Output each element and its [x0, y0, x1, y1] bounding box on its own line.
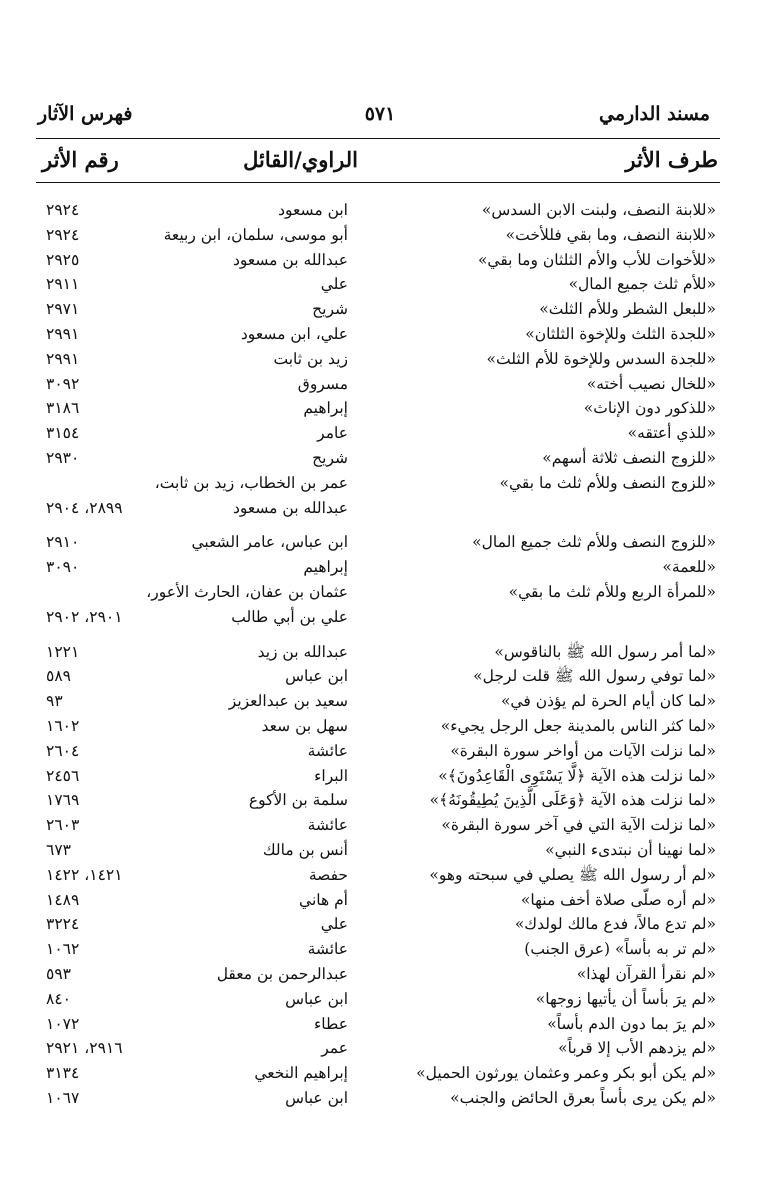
narrator-cell: إبراهيم [303, 558, 348, 577]
table-row [0, 640, 760, 665]
table-row [0, 580, 760, 605]
number-cell: ٢٨٩٩، ٢٩٠٤ [46, 498, 123, 517]
saying-cell: «لما نزلت هذه الآية ﴿وَعَلَى الَّذِينَ يُطِيقُونَهُ﴾» [429, 791, 716, 810]
narrator-cell: ابن عباس [285, 989, 348, 1008]
table-row [0, 912, 760, 937]
table-row [0, 421, 760, 446]
number-cell: ٢٦٠٤ [46, 741, 80, 760]
number-cell: ٢٤٥٦ [46, 766, 80, 785]
number-cell: ٣٠٩٠ [46, 558, 80, 577]
number-cell: ١٤٨٩ [46, 890, 80, 909]
narrator-cell: شريح [312, 300, 348, 319]
narrator-cell: ابن عباس [285, 1088, 348, 1107]
table-row [0, 198, 760, 223]
saying-cell: «لم يرَ بأساً أن يأتيها زوجها» [535, 989, 716, 1008]
table-row [0, 1061, 760, 1086]
saying-cell: «لم يكن يرى بأساً بعرق الحائض والجنب» [450, 1088, 716, 1107]
table-row [0, 530, 760, 555]
narrator-cell: عبدالله بن مسعود [232, 498, 348, 517]
column-header-rule [36, 182, 720, 183]
table-row [0, 396, 760, 421]
table-row [0, 605, 760, 630]
narrator-cell: مسروق [297, 374, 348, 393]
number-cell: ٢٦٠٣ [46, 816, 80, 835]
number-cell: ٨٤٠ [46, 989, 71, 1008]
narrator-cell: سهل بن سعد [261, 716, 348, 735]
number-cell: ٦٧٣ [46, 840, 71, 859]
table-row [0, 322, 760, 347]
narrator-cell: إبراهيم [303, 399, 348, 418]
narrator-cell: عمر بن الخطاب، زيد بن ثابت، [154, 473, 348, 492]
number-cell: ٢٩٢٤ [46, 201, 80, 219]
narrator-cell: ابن مسعود [278, 201, 348, 219]
book-title: مسند الدارمي [599, 103, 710, 125]
narrator-cell: حفصة [308, 865, 348, 884]
table-row [0, 555, 760, 580]
saying-cell: «لما كثر الناس بالمدينة جعل الرجل يجيء» [440, 716, 716, 735]
table-row [0, 272, 760, 297]
section-title: فهرس الآثار [38, 103, 133, 125]
narrator-cell: عبدالله بن زيد [257, 642, 348, 661]
saying-cell: «لم تر به بأساً» (عرق الجنب) [524, 940, 716, 959]
number-cell: ١٤٢١، ١٤٢٢ [46, 865, 123, 884]
saying-cell: «لم أره صلّى صلاة أخف منها» [520, 890, 716, 909]
number-cell: ٢٩٧١ [46, 300, 80, 319]
number-cell: ١٠٦٢ [46, 940, 80, 959]
table-row [0, 1036, 760, 1061]
table-row [0, 223, 760, 248]
table-row [0, 962, 760, 987]
narrator-cell: ابن عباس، عامر الشعبي [191, 533, 348, 552]
number-cell: ٢٩١٦، ٢٩٢١ [46, 1039, 123, 1058]
saying-cell: «للعمة» [662, 558, 716, 577]
table-row [0, 297, 760, 322]
saying-cell: «لما كان أيام الحرة لم يؤذن في» [500, 692, 716, 711]
saying-cell: «لم تدع مالاً، فدع مالك لولدك» [514, 915, 716, 934]
table-row [0, 347, 760, 372]
table-row [0, 689, 760, 714]
number-cell: ٢٩١٠ [46, 533, 80, 552]
saying-cell: «للأخوات للأب والأم الثلثان وما بقي» [477, 250, 716, 269]
narrator-cell: عطاء [314, 1014, 348, 1033]
narrator-cell: إبراهيم النخعي [254, 1064, 348, 1083]
narrator-cell: أنس بن مالك [262, 840, 348, 859]
narrator-cell: علي، ابن مسعود [240, 324, 348, 343]
saying-cell: «للمرأة الربع وللأم ثلث ما بقي» [508, 582, 716, 601]
narrator-cell: عبدالرحمن بن معقل [216, 964, 348, 983]
number-cell: ٥٨٩ [46, 667, 71, 686]
table-row [0, 987, 760, 1012]
table-row [0, 372, 760, 397]
page-number: ٥٧١ [364, 103, 396, 125]
number-cell: ١٠٦٧ [46, 1088, 80, 1107]
narrator-cell: سلمة بن الأكوع [248, 791, 348, 810]
narrator-cell: شريح [312, 448, 348, 467]
saying-cell: «للزوج النصف وللأم ثلث جميع المال» [472, 533, 716, 552]
entries-table [0, 198, 760, 1111]
table-row [0, 739, 760, 764]
table-row [0, 813, 760, 838]
narrator-cell: عائشة [307, 816, 348, 835]
narrator-cell: البراء [314, 766, 348, 785]
saying-cell: «للابنة النصف، وما بقي فللأخت» [505, 225, 716, 244]
saying-cell: «للجدة السدس وللإخوة للأم الثلث» [486, 349, 716, 368]
saying-cell: «للجدة الثلث وللإخوة الثلثان» [525, 324, 716, 343]
number-cell: ١٧٦٩ [46, 791, 80, 810]
saying-cell: «لم يزدهم الأب إلا قرباً» [558, 1039, 716, 1058]
header-rule [36, 138, 720, 139]
number-cell: ٢٩١١ [46, 275, 80, 294]
saying-cell: «للخال نصيب أخته» [586, 374, 716, 393]
saying-cell: «لم أر رسول الله ﷺ يصلي في سبحته وهو» [429, 865, 716, 884]
narrator-cell: عمر [321, 1039, 348, 1058]
number-cell: ٥٩٣ [46, 964, 71, 983]
table-row [0, 664, 760, 689]
narrator-cell: عائشة [307, 741, 348, 760]
saying-cell: «لم يرَ بما دون الدم بأساً» [547, 1014, 716, 1033]
table-row [0, 714, 760, 739]
table-row [0, 1012, 760, 1037]
number-cell: ٣١٨٦ [46, 399, 80, 418]
saying-cell: «للزوج النصف وللأم ثلث ما بقي» [499, 473, 716, 492]
narrator-cell: ابن عباس [285, 667, 348, 686]
saying-cell: «لما نزلت هذه الآية ﴿لَّا يَسْتَوِى الْقَاعِدُونَ﴾» [438, 766, 716, 785]
number-cell: ٢٩٠١، ٢٩٠٢ [46, 607, 123, 626]
saying-cell: «لما نزلت الآيات من أواخر سورة البقرة» [450, 741, 716, 760]
number-cell: ٣١٣٤ [46, 1064, 80, 1083]
table-row [0, 788, 760, 813]
saying-cell: «للزوج النصف ثلاثة أسهم» [542, 448, 716, 467]
table-row [0, 888, 760, 913]
number-cell: ٣١٥٤ [46, 424, 80, 443]
saying-cell: «لم نقرأ القرآن لهذا» [576, 964, 716, 983]
narrator-cell: عامر [317, 424, 348, 443]
narrator-cell: أم هاني [299, 890, 348, 909]
number-cell: ٢٩٩١ [46, 324, 80, 343]
narrator-cell: عبدالله بن مسعود [232, 250, 348, 269]
table-row [0, 248, 760, 273]
column-header-saying: طرف الأثر [625, 147, 718, 172]
table-row [0, 838, 760, 863]
saying-cell: «لما نهينا أن نبتدىء النبي» [545, 840, 716, 859]
number-cell: ٢٩٣٠ [46, 448, 80, 467]
narrator-cell: أبو موسى، سلمان، ابن ربيعة [163, 225, 348, 244]
number-cell: ٩٣ [46, 692, 63, 711]
column-header-narrator: الراوي/القائل [243, 147, 358, 172]
narrator-cell: عائشة [307, 940, 348, 959]
saying-cell: «للبعل الشطر وللأم الثلث» [539, 300, 716, 319]
saying-cell: «لما توفي رسول الله ﷺ قلت لرجل» [473, 667, 716, 686]
number-cell: ٣٢٢٤ [46, 915, 80, 934]
number-cell: ١٦٠٢ [46, 716, 80, 735]
saying-cell: «لما نزلت الآية التي في آخر سورة البقرة» [441, 816, 716, 835]
number-cell: ١٠٧٢ [46, 1014, 80, 1033]
number-cell: ٢٩٢٤ [46, 225, 80, 244]
number-cell: ٣٠٩٢ [46, 374, 80, 393]
narrator-cell: علي بن أبي طالب [231, 607, 348, 626]
saying-cell: «للذكور دون الإناث» [583, 399, 716, 418]
saying-cell: «للابنة النصف، ولبنت الابن السدس» [481, 201, 716, 219]
narrator-cell: علي [320, 915, 348, 934]
saying-cell: «لما أمر رسول الله ﷺ بالناقوس» [494, 642, 716, 661]
narrator-cell: سعيد بن عبدالعزيز [228, 692, 348, 711]
table-row [0, 937, 760, 962]
saying-cell: «للذي أعتقه» [627, 424, 716, 443]
narrator-cell: زيد بن ثابت [273, 349, 348, 368]
narrator-cell: عثمان بن عفان، الحارث الأعور، [146, 582, 348, 601]
narrator-cell: علي [320, 275, 348, 294]
table-row [0, 764, 760, 789]
number-cell: ١٢٢١ [46, 642, 80, 661]
table-row [0, 863, 760, 888]
saying-cell: «للأم ثلث جميع المال» [568, 275, 716, 294]
table-row [0, 471, 760, 496]
number-cell: ٢٩٢٥ [46, 250, 80, 269]
table-row [0, 1086, 760, 1111]
number-cell: ٢٩٩١ [46, 349, 80, 368]
table-row [0, 496, 760, 521]
saying-cell: «لم يكن أبو بكر وعمر وعثمان يورثون الحميل» [416, 1064, 716, 1083]
column-header-number: رقم الأثر [42, 147, 119, 172]
table-row [0, 446, 760, 471]
